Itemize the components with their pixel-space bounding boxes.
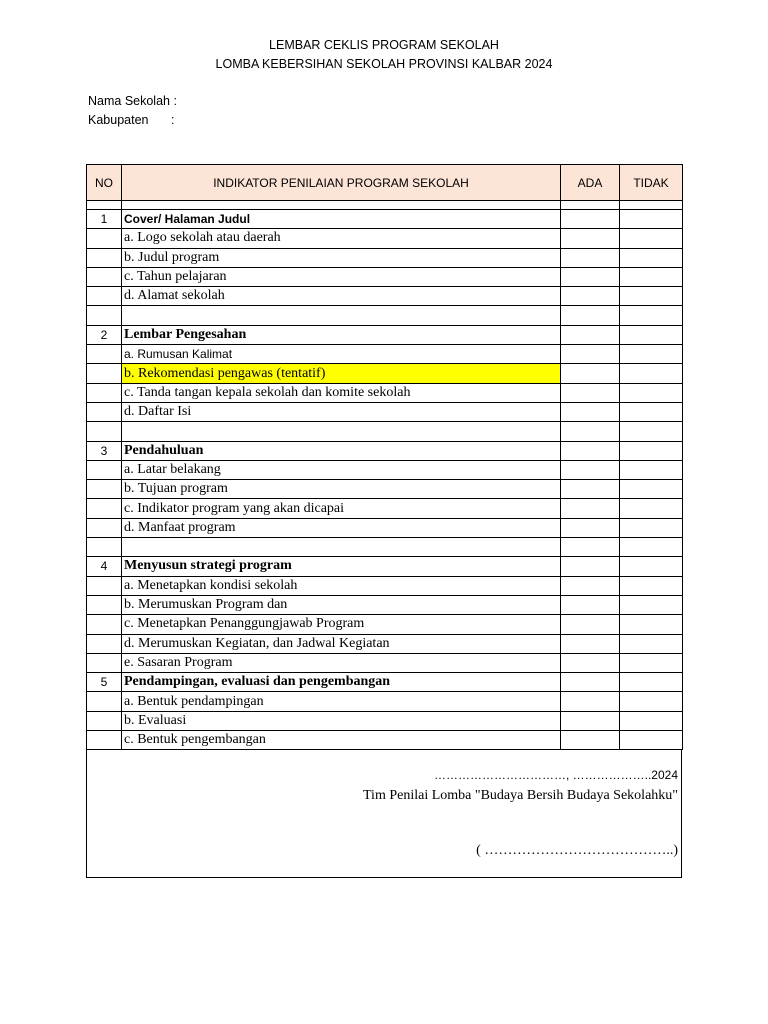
ada-checkbox-cell[interactable] xyxy=(561,673,620,692)
row-number xyxy=(87,402,122,421)
table-row xyxy=(87,711,683,730)
ada-checkbox-cell[interactable] xyxy=(561,576,620,595)
ada-checkbox-cell[interactable] xyxy=(561,653,620,672)
table-row xyxy=(87,460,683,479)
table-row xyxy=(87,538,683,557)
row-number: 5 xyxy=(87,673,122,692)
tidak-checkbox-cell[interactable] xyxy=(620,267,683,286)
row-number xyxy=(87,711,122,730)
ada-checkbox-cell[interactable] xyxy=(561,731,620,750)
row-number xyxy=(87,422,122,441)
row-number xyxy=(87,731,122,750)
tidak-checkbox-cell[interactable] xyxy=(620,460,683,479)
tidak-checkbox-cell[interactable] xyxy=(620,634,683,653)
table-row xyxy=(87,287,683,306)
district-label: Kabupaten xyxy=(88,113,149,127)
header-tidak: TIDAK xyxy=(620,165,683,201)
ada-checkbox-cell[interactable] xyxy=(561,306,620,325)
table-row xyxy=(87,402,683,421)
row-number xyxy=(87,518,122,537)
row-number: 4 xyxy=(87,557,122,576)
table-row xyxy=(87,518,683,537)
tidak-checkbox-cell[interactable] xyxy=(620,325,683,344)
tidak-checkbox-cell[interactable] xyxy=(620,557,683,576)
indicator-cell: b. Evaluasi xyxy=(122,711,561,730)
indicator-cell: Cover/ Halaman Judul xyxy=(122,210,561,229)
row-number xyxy=(87,692,122,711)
row-number xyxy=(87,306,122,325)
tidak-checkbox-cell[interactable] xyxy=(620,731,683,750)
tidak-checkbox-cell[interactable] xyxy=(620,422,683,441)
indicator-cell: Lembar Pengesahan xyxy=(122,325,561,344)
indicator-cell xyxy=(122,306,561,325)
checklist-table xyxy=(86,164,683,750)
table-row xyxy=(87,422,683,441)
row-number xyxy=(87,345,122,364)
assessment-team: Tim Penilai Lomba "Budaya Bersih Budaya Sekolahku" xyxy=(363,788,678,803)
row-number: 2 xyxy=(87,325,122,344)
indicator-cell: c. Menetapkan Penanggungjawab Program xyxy=(122,615,561,634)
indicator-cell: Pendampingan, evaluasi dan pengembangan xyxy=(122,673,561,692)
tidak-checkbox-cell[interactable] xyxy=(620,306,683,325)
table-row xyxy=(87,576,683,595)
table-row xyxy=(87,441,683,460)
row-number xyxy=(87,653,122,672)
table-row xyxy=(87,325,683,344)
tidak-checkbox-cell[interactable] xyxy=(620,229,683,248)
tidak-checkbox-cell[interactable] xyxy=(620,499,683,518)
row-number xyxy=(87,460,122,479)
tidak-checkbox-cell[interactable] xyxy=(620,595,683,614)
row-number xyxy=(87,576,122,595)
ada-checkbox-cell[interactable] xyxy=(561,557,620,576)
indicator-cell: a. Latar belakang xyxy=(122,460,561,479)
indicator-cell: b. Rekomendasi pengawas (tentatif) xyxy=(122,364,561,383)
table-row xyxy=(87,615,683,634)
ada-checkbox-cell[interactable] xyxy=(561,499,620,518)
document-title: LEMBAR CEKLIS PROGRAM SEKOLAH xyxy=(269,38,499,52)
ada-checkbox-cell[interactable] xyxy=(561,518,620,537)
table-row xyxy=(87,499,683,518)
ada-checkbox-cell[interactable] xyxy=(561,460,620,479)
tidak-checkbox-cell[interactable] xyxy=(620,364,683,383)
table-row xyxy=(87,267,683,286)
spacer-row xyxy=(87,201,683,210)
indicator-cell: d. Merumuskan Kegiatan, dan Jadwal Kegiatan xyxy=(122,634,561,653)
indicator-cell: d. Manfaat program xyxy=(122,518,561,537)
indicator-cell xyxy=(122,538,561,557)
tidak-checkbox-cell[interactable] xyxy=(620,653,683,672)
ada-checkbox-cell[interactable] xyxy=(561,229,620,248)
ada-checkbox-cell[interactable] xyxy=(561,364,620,383)
tidak-checkbox-cell[interactable] xyxy=(620,615,683,634)
indicator-cell: a. Bentuk pendampingan xyxy=(122,692,561,711)
table-row xyxy=(87,653,683,672)
signature-block xyxy=(86,749,682,878)
ada-checkbox-cell[interactable] xyxy=(561,441,620,460)
school-name-label: Nama Sekolah : xyxy=(88,94,177,108)
tidak-checkbox-cell[interactable] xyxy=(620,673,683,692)
indicator-cell: b. Judul program xyxy=(122,248,561,267)
table-row xyxy=(87,692,683,711)
ada-checkbox-cell[interactable] xyxy=(561,422,620,441)
school-info xyxy=(88,92,177,130)
indicator-cell: Pendahuluan xyxy=(122,441,561,460)
table-row xyxy=(87,345,683,364)
ada-checkbox-cell[interactable] xyxy=(561,595,620,614)
row-number: 1 xyxy=(87,210,122,229)
indicator-cell: e. Sasaran Program xyxy=(122,653,561,672)
place-date-line: ……………………………, ………………..2024 xyxy=(433,768,678,782)
tidak-checkbox-cell[interactable] xyxy=(620,441,683,460)
ada-checkbox-cell[interactable] xyxy=(561,325,620,344)
table-header-row xyxy=(87,165,683,201)
table-row xyxy=(87,557,683,576)
indicator-cell: c. Tahun pelajaran xyxy=(122,267,561,286)
row-number xyxy=(87,538,122,557)
table-row xyxy=(87,383,683,402)
row-number xyxy=(87,267,122,286)
row-number xyxy=(87,615,122,634)
tidak-checkbox-cell[interactable] xyxy=(620,402,683,421)
ada-checkbox-cell[interactable] xyxy=(561,634,620,653)
row-number xyxy=(87,383,122,402)
row-number xyxy=(87,229,122,248)
ada-checkbox-cell[interactable] xyxy=(561,210,620,229)
ada-checkbox-cell[interactable] xyxy=(561,711,620,730)
table-row xyxy=(87,480,683,499)
ada-checkbox-cell[interactable] xyxy=(561,692,620,711)
ada-checkbox-cell[interactable] xyxy=(561,345,620,364)
indicator-cell: b. Tujuan program xyxy=(122,480,561,499)
indicator-cell: d. Daftar Isi xyxy=(122,402,561,421)
table-row xyxy=(87,364,683,383)
table-row xyxy=(87,634,683,653)
indicator-cell: a. Rumusan Kalimat xyxy=(122,345,561,364)
row-number xyxy=(87,499,122,518)
row-number xyxy=(87,248,122,267)
indicator-cell: c. Tanda tangan kepala sekolah dan komite sekolah xyxy=(122,383,561,402)
tidak-checkbox-cell[interactable] xyxy=(620,518,683,537)
row-number: 3 xyxy=(87,441,122,460)
ada-checkbox-cell[interactable] xyxy=(561,383,620,402)
indicator-cell xyxy=(122,422,561,441)
header-indicator: INDIKATOR PENILAIAN PROGRAM SEKOLAH xyxy=(122,165,561,201)
table-row xyxy=(87,731,683,750)
indicator-cell: Menyusun strategi program xyxy=(122,557,561,576)
indicator-cell: a. Logo sekolah atau daerah xyxy=(122,229,561,248)
signature-line: ( …………………………………..) xyxy=(476,843,678,858)
tidak-checkbox-cell[interactable] xyxy=(620,692,683,711)
row-number xyxy=(87,595,122,614)
ada-checkbox-cell[interactable] xyxy=(561,248,620,267)
tidak-checkbox-cell[interactable] xyxy=(620,480,683,499)
row-number xyxy=(87,287,122,306)
indicator-cell: c. Indikator program yang akan dicapai xyxy=(122,499,561,518)
district-colon: : xyxy=(171,113,175,127)
ada-checkbox-cell[interactable] xyxy=(561,480,620,499)
table-row xyxy=(87,248,683,267)
ada-checkbox-cell[interactable] xyxy=(561,287,620,306)
tidak-checkbox-cell[interactable] xyxy=(620,383,683,402)
ada-checkbox-cell[interactable] xyxy=(561,615,620,634)
indicator-cell: a. Menetapkan kondisi sekolah xyxy=(122,576,561,595)
ada-checkbox-cell[interactable] xyxy=(561,402,620,421)
row-number xyxy=(87,480,122,499)
ada-checkbox-cell[interactable] xyxy=(561,538,620,557)
indicator-cell: c. Bentuk pengembangan xyxy=(122,731,561,750)
ada-checkbox-cell[interactable] xyxy=(561,267,620,286)
tidak-checkbox-cell[interactable] xyxy=(620,287,683,306)
header-ada: ADA xyxy=(561,165,620,201)
tidak-checkbox-cell[interactable] xyxy=(620,538,683,557)
tidak-checkbox-cell[interactable] xyxy=(620,711,683,730)
row-number xyxy=(87,634,122,653)
row-number xyxy=(87,364,122,383)
table-row xyxy=(87,229,683,248)
table-row xyxy=(87,595,683,614)
document-header xyxy=(0,36,768,74)
tidak-checkbox-cell[interactable] xyxy=(620,210,683,229)
tidak-checkbox-cell[interactable] xyxy=(620,345,683,364)
tidak-checkbox-cell[interactable] xyxy=(620,576,683,595)
indicator-cell: d. Alamat sekolah xyxy=(122,287,561,306)
table-row xyxy=(87,306,683,325)
tidak-checkbox-cell[interactable] xyxy=(620,248,683,267)
indicator-cell: b. Merumuskan Program dan xyxy=(122,595,561,614)
table-row xyxy=(87,673,683,692)
document-subtitle: LOMBA KEBERSIHAN SEKOLAH PROVINSI KALBAR 2024 xyxy=(215,57,553,71)
table-row xyxy=(87,210,683,229)
header-no: NO xyxy=(87,165,122,201)
